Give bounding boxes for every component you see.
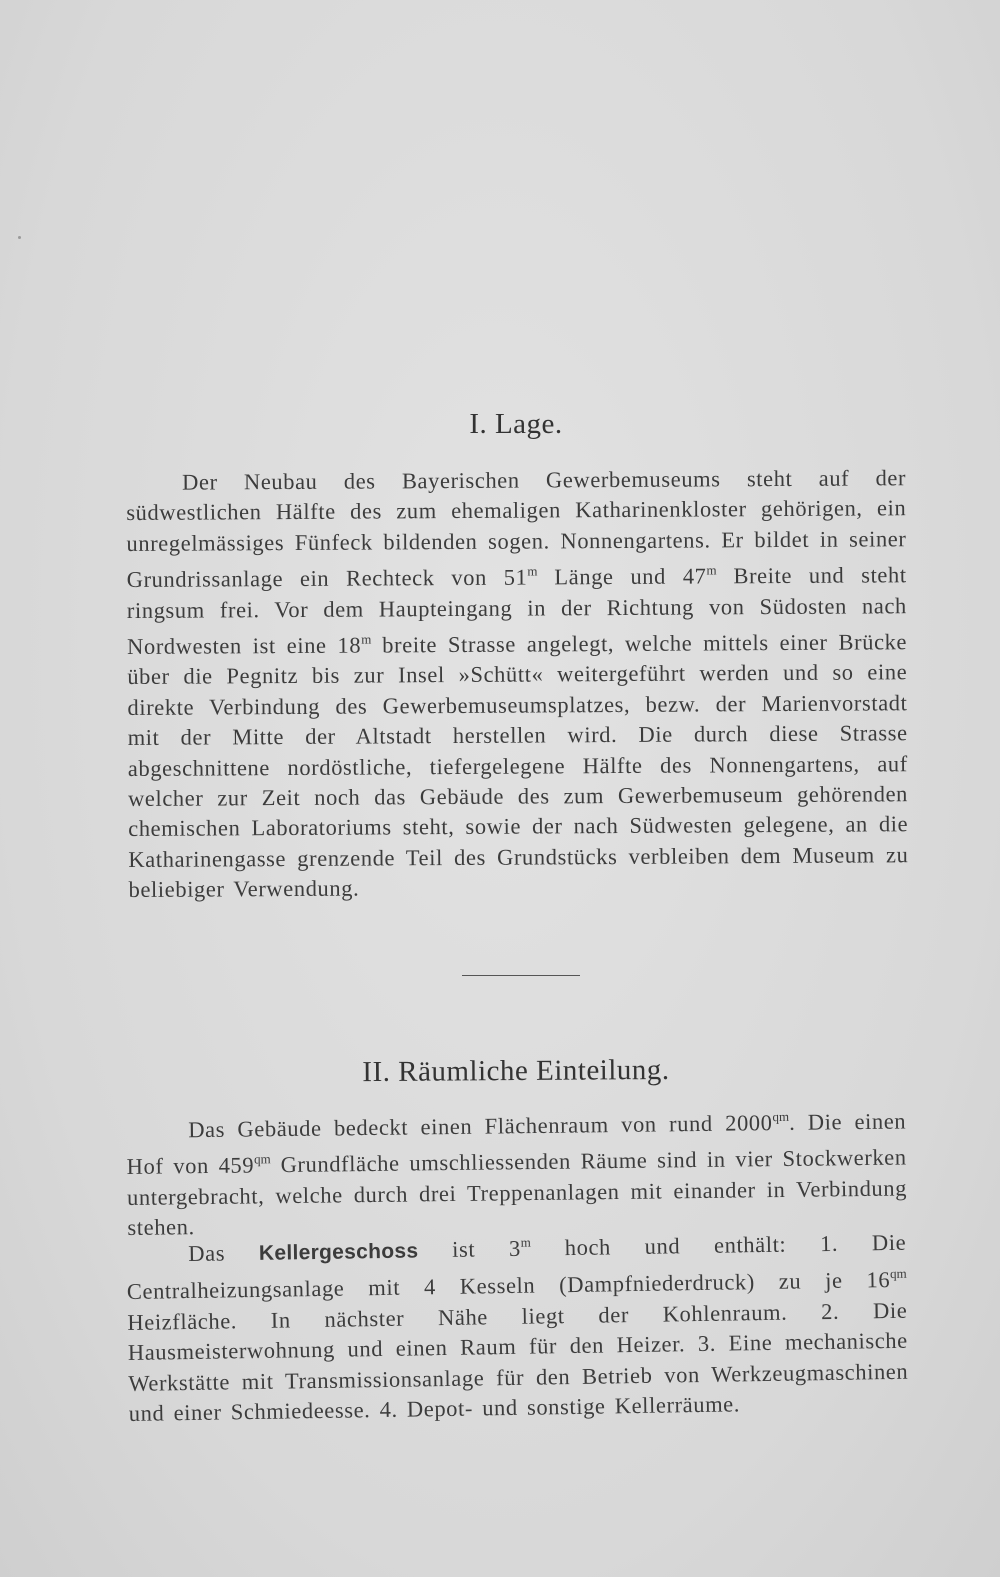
paragraph-lage: Der Neubau des Bayerischen Gewerbemuseums steht auf der südwestlichen Hälfte des zum ehemaligen Katharinenkloster gehörigen, ein unregelmässiges Fünfeck bildenden sogen. Nonnengartens. Er bildet in seiner Grundrissanlage ein Rechteck von 51$^m$ Länge und 47$^m$ Breite und steht ringsum frei. Vor dem Haupteingang in der Richtung von Südosten nach Nordwesten ist eine 18$^m$ breite Strasse angelegt, welche mittels einer Brücke über die Pegnitz bis zur Insel »Schütt« weitergeführt werden und so eine direkte Verbindung des Gewerbemuseumsplatzes, bezw. der Marienvorstadt mit der Mitte der Altstadt herstellen wird. Die durch diese Strasse abgeschnittene nordöstliche, tiefergelegene Hälfte des Nonnengartens, auf welcher zur Zeit noch das Gebäude des zum Gewerbemuseum gehörenden chemischen Laboratoriums steht, sowie der nach Südwesten gelegene, an die Katharinengasse grenzende Teil des Grundstücks verbleiben dem Museum zu beliebiger Verwendung. bbox=[126, 465, 909, 903]
section-separator bbox=[462, 975, 580, 976]
unit-superscript: m bbox=[527, 563, 538, 579]
unit-superscript: m bbox=[520, 1234, 531, 1250]
paragraph-gebaeude: Das Gebäude bedeckt einen Flächenraum von rund $2000^{qm}$. Die einen Hof von $459^{qm}$ Grundfläche umschliessenden Räume sind in vier Stockwerken untergebracht, welche durch drei Treppenanlagen mit einander in Verbindung stehen. bbox=[126, 1108, 908, 1241]
unit-superscript: qm bbox=[889, 1266, 907, 1282]
scan-speck bbox=[18, 236, 21, 239]
bold-term: Kellergeschoss bbox=[258, 1239, 419, 1265]
paragraph-kellergeschoss: Das Kellergeschoss ist 3$^m$ hoch und enthält: 1. Die Centralheizungsanlage mit 4 Kesseln (Dampfniederdruck) zu je $16^{qm}$ Heizfläche. In nächster Nähe liegt der Kohlenraum. 2. Die Hausmeisterwohnung und einen Raum für den Heizer. 3. Eine mechanische Werkstätte mit Transmissionsanlage für den Betrieb von Werkzeugmaschinen und einer Schmiedeesse. 4. Depot- und sonstige Kellerräume. bbox=[126, 1229, 909, 1427]
section-heading-raeumliche-einteilung: II. Räumliche Einteilung. bbox=[362, 1053, 670, 1089]
unit-superscript: m bbox=[361, 631, 372, 647]
section-heading-lage: I. Lage. bbox=[469, 408, 563, 440]
unit-superscript: m bbox=[706, 562, 717, 578]
unit-superscript: qm bbox=[772, 1108, 790, 1125]
unit-superscript: qm bbox=[254, 1151, 271, 1167]
